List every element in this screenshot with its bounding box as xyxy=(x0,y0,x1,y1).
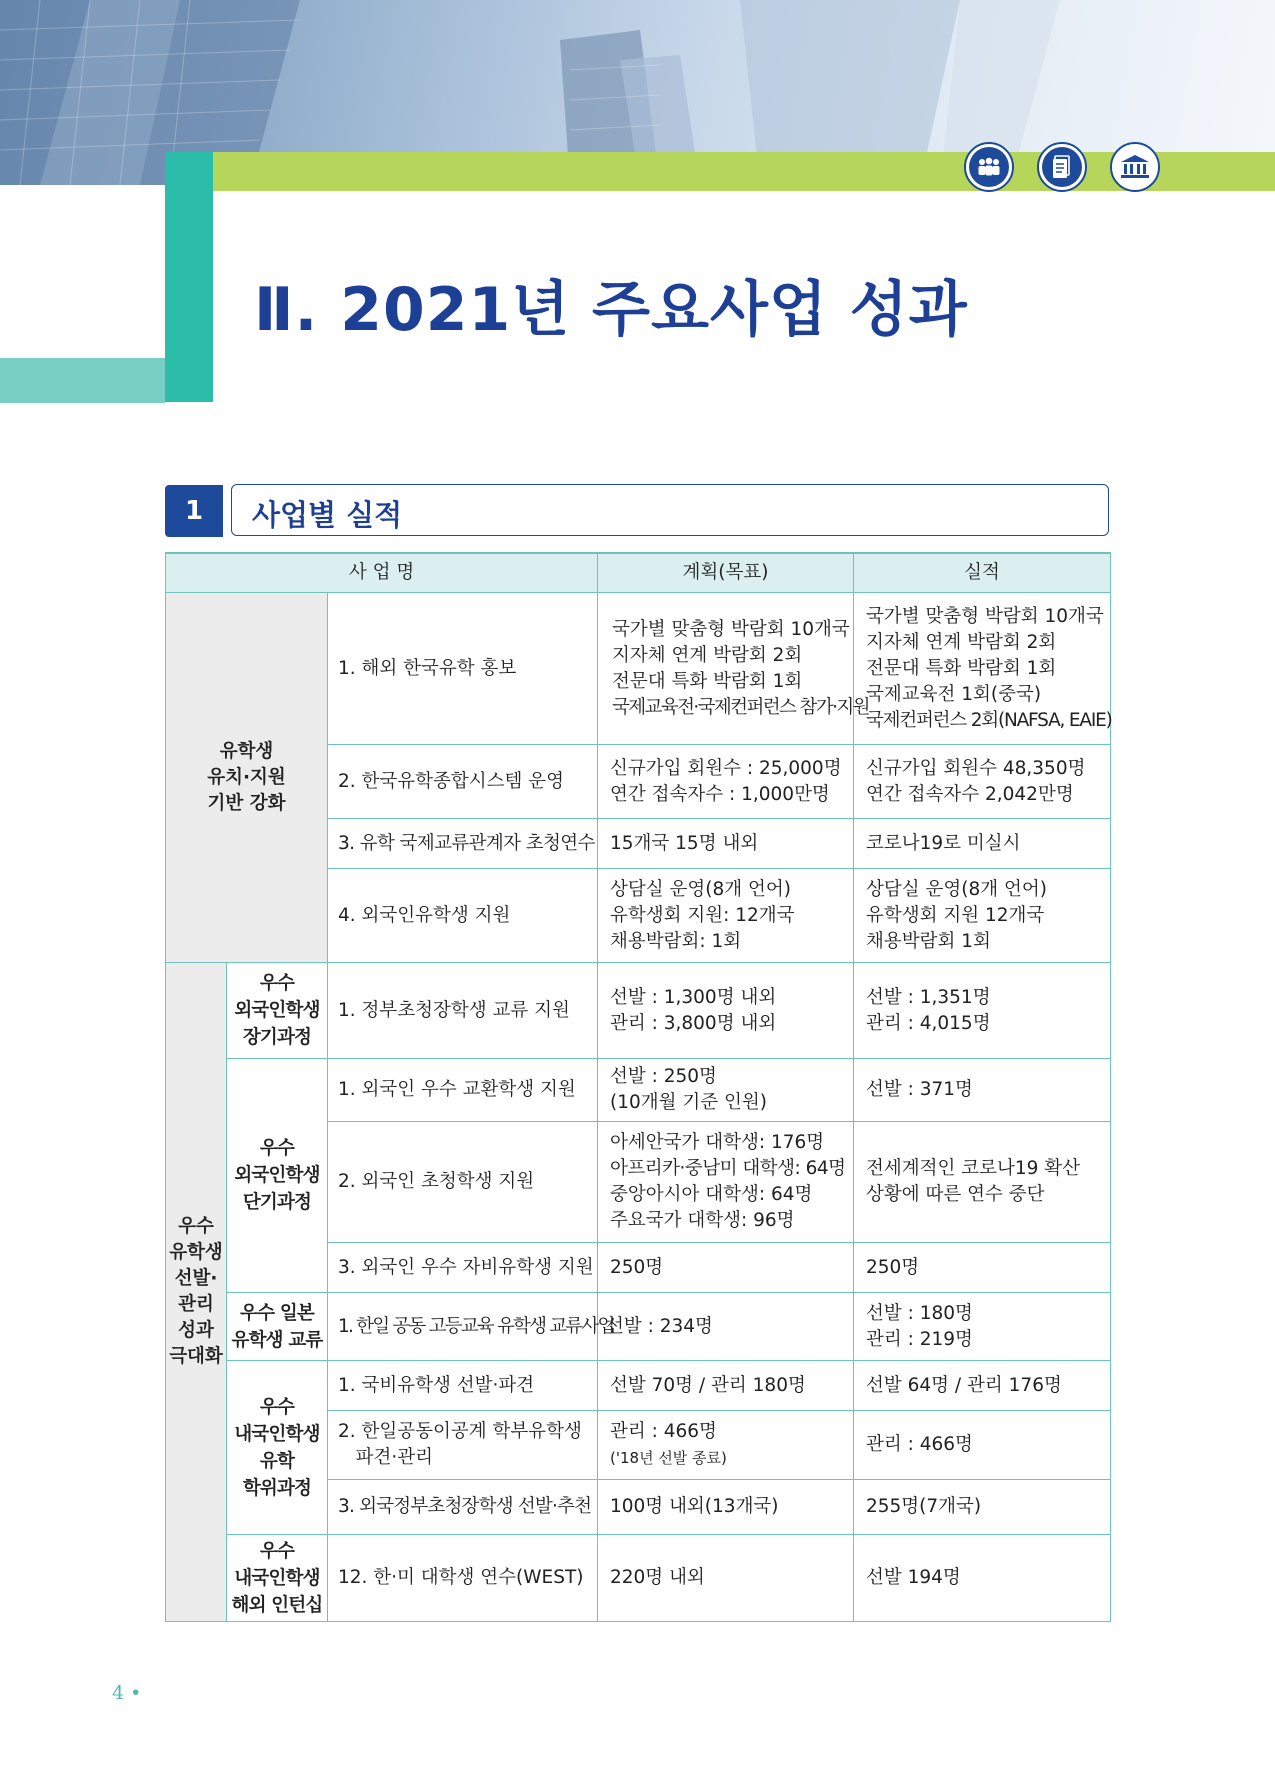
chapter-title: Ⅱ. 2021년 주요사업 성과 xyxy=(254,275,968,345)
project-name: 1. 외국인 우수 교환학생 지원 xyxy=(328,1059,598,1122)
project-name: 2. 외국인 초청학생 지원 xyxy=(328,1122,598,1243)
result-line: 국가별 맞춤형 박람회 10개국 xyxy=(866,605,1104,627)
plan-cell: 100명 내외(13개국) xyxy=(598,1480,854,1535)
table-row xyxy=(166,1293,1111,1361)
result-line: 국제컨퍼런스 2회(NAFSA, EAIE) xyxy=(866,709,1112,731)
plan-cell: 15개국 15명 내외 xyxy=(598,819,854,869)
project-name: 3. 외국인 우수 자비유학생 지원 xyxy=(328,1243,598,1293)
project-name: 2. 한일공동이공계 학부유학생 파견·관리 xyxy=(328,1411,598,1480)
plan-line: 연간 접속자수 : 1,000만명 xyxy=(610,783,830,805)
result-line: 국제교육전 1회(중국) xyxy=(866,683,1042,705)
result-cell: 선발 64명 / 관리 176명 xyxy=(854,1361,1111,1411)
subcategory-cell xyxy=(227,1059,328,1293)
result-cell xyxy=(854,1122,1111,1243)
plan-line: 전문대 특화 박람회 1회 xyxy=(612,670,803,692)
category-cell xyxy=(166,963,227,1622)
plan-line: 아세안국가 대학생: 176명 xyxy=(610,1132,825,1153)
subcategory-cell xyxy=(227,1535,328,1622)
plan-cell: 선발 : 234명 xyxy=(598,1293,854,1361)
plan-cell xyxy=(598,1411,854,1480)
table-row xyxy=(166,963,1111,1059)
institution-icon xyxy=(1110,142,1160,192)
teal-accent-bar xyxy=(165,152,213,402)
result-line: 유학생회 지원 12개국 xyxy=(866,904,1045,926)
plan-line: 선발 : 250명 xyxy=(610,1066,717,1087)
result-cell: 선발 194명 xyxy=(854,1535,1111,1622)
header-plan: 계획(목표) xyxy=(598,553,854,593)
subcategory-cell xyxy=(227,1361,328,1535)
result-line: 전문대 특화 박람회 1회 xyxy=(866,657,1057,679)
result-line: 상황에 따른 연수 중단 xyxy=(866,1184,1045,1205)
result-cell xyxy=(854,1293,1111,1361)
project-name: 4. 외국인유학생 지원 xyxy=(328,869,598,963)
result-cell: 관리 : 466명 xyxy=(854,1411,1111,1480)
project-name: 1. 한일 공동 고등교육 유학생 교류사업 xyxy=(328,1293,598,1361)
section-number: 1 xyxy=(165,485,223,537)
project-name: 1. 국비유학생 선발·파견 xyxy=(328,1361,598,1411)
plan-cell xyxy=(598,1122,854,1243)
table-row xyxy=(166,1059,1111,1122)
plan-cell xyxy=(598,963,854,1059)
plan-line: 국가별 맞춤형 박람회 10개국 xyxy=(612,618,850,640)
plan-cell: 250명 xyxy=(598,1243,854,1293)
table-row xyxy=(166,1361,1111,1411)
result-line: 관리 : 219명 xyxy=(866,1328,973,1350)
category-cell xyxy=(166,593,328,963)
table-row xyxy=(166,593,1111,745)
result-cell: 선발 : 371명 xyxy=(854,1059,1111,1122)
category-label: 우수 유학생 선발· 관리 성과 극대화 xyxy=(169,1216,223,1367)
table-header-row xyxy=(166,553,1111,593)
result-cell: 코로나19로 미실시 xyxy=(854,819,1111,869)
document-icon xyxy=(1037,142,1087,192)
plan-cell: 선발 70명 / 관리 180명 xyxy=(598,1361,854,1411)
result-line: 신규가입 회원수 48,350명 xyxy=(866,757,1086,779)
plan-line: 국제교육전·국제컨퍼런스 참가·지원 xyxy=(612,696,869,718)
plan-line: 중앙아시아 대학생: 64명 xyxy=(610,1184,813,1205)
header-project-name: 사 업 명 xyxy=(166,553,598,593)
project-name: 2. 한국유학종합시스템 운영 xyxy=(328,745,598,819)
project-name: 1. 해외 한국유학 홍보 xyxy=(328,593,598,745)
result-line: 상담실 운영(8개 언어) xyxy=(866,878,1047,900)
plan-cell xyxy=(598,593,869,745)
result-cell: 255명(7개국) xyxy=(854,1480,1111,1535)
project-name: 3. 유학 국제교류관계자 초청연수 xyxy=(328,819,598,869)
result-cell xyxy=(854,593,1111,745)
teal-accent-left xyxy=(0,358,165,403)
people-icon xyxy=(964,142,1014,192)
subcategory-label: 우수 내국인학생 해외 인턴십 xyxy=(231,1540,323,1616)
result-cell: 250명 xyxy=(854,1243,1111,1293)
plan-line: 주요국가 대학생: 96명 xyxy=(610,1210,795,1231)
result-cell xyxy=(854,745,1111,819)
plan-line: 상담실 운영(8개 언어) xyxy=(610,878,791,900)
result-line: 연간 접속자수 2,042만명 xyxy=(866,783,1074,805)
plan-cell xyxy=(598,869,854,963)
plan-line: 채용박람회: 1회 xyxy=(610,930,742,952)
plan-cell xyxy=(598,745,854,819)
subcategory-cell xyxy=(227,1293,328,1361)
table-row xyxy=(166,1535,1111,1622)
plan-note: ('18년 선발 종료) xyxy=(610,1449,727,1467)
subcategory-label: 우수 외국인학생 단기과정 xyxy=(234,1138,320,1213)
result-cell xyxy=(854,869,1111,963)
page-number: 4 • xyxy=(112,1682,142,1704)
result-cell xyxy=(854,963,1111,1059)
plan-cell xyxy=(598,1059,854,1122)
plan-cell: 220명 내외 xyxy=(598,1535,854,1622)
header-icons xyxy=(964,142,1160,192)
plan-line: (10개월 기준 인원) xyxy=(610,1092,767,1113)
result-line: 지자체 연계 박람회 2회 xyxy=(866,631,1057,653)
result-line: 전세계적인 코로나19 확산 xyxy=(866,1158,1081,1179)
subcategory-cell xyxy=(227,963,328,1059)
subcategory-label: 우수 일본 유학생 교류 xyxy=(231,1302,323,1351)
plan-line: 관리 : 3,800명 내외 xyxy=(610,1012,777,1034)
plan-line: 관리 : 466명 xyxy=(610,1421,717,1442)
category-label: 유학생 유치·지원 기반 강화 xyxy=(207,740,286,814)
section-title: 사업별 실적 xyxy=(252,498,403,532)
project-name: 12. 한·미 대학생 연수(WEST) xyxy=(328,1535,598,1622)
result-line: 채용박람회 1회 xyxy=(866,930,991,952)
plan-line: 선발 : 1,300명 내외 xyxy=(610,986,777,1008)
plan-line: 유학생회 지원: 12개국 xyxy=(610,904,795,926)
subcategory-label: 우수 외국인학생 장기과정 xyxy=(234,973,320,1048)
plan-line: 아프리카·중남미 대학생: 64명 xyxy=(610,1158,846,1179)
subcategory-label: 우수 내국인학생 유학 학위과정 xyxy=(234,1396,320,1499)
header-result: 실적 xyxy=(854,553,1111,593)
project-name: 3. 외국정부초청장학생 선발·추천 xyxy=(328,1480,598,1535)
performance-table xyxy=(165,552,1111,1622)
result-line: 관리 : 4,015명 xyxy=(866,1012,991,1034)
project-name: 1. 정부초청장학생 교류 지원 xyxy=(328,963,598,1059)
plan-line: 지자체 연계 박람회 2회 xyxy=(612,644,803,666)
result-line: 선발 : 1,351명 xyxy=(866,986,991,1008)
plan-line: 신규가입 회원수 : 25,000명 xyxy=(610,757,842,779)
result-line: 선발 : 180명 xyxy=(866,1302,973,1324)
